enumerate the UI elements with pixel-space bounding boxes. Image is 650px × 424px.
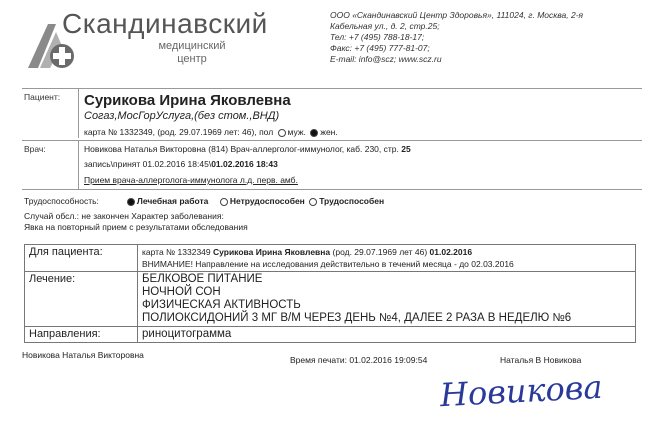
work-option-2-radio-icon xyxy=(220,198,228,206)
male-label: муж. xyxy=(287,127,306,137)
for-patient-label: Для пациента: xyxy=(25,245,138,272)
work-option-3: Трудоспособен xyxy=(319,196,385,206)
logo-subtitle xyxy=(146,40,238,66)
print-time: Время печати: 01.02.2016 19:09:54 xyxy=(290,355,428,365)
card-number: карта № 1332349 xyxy=(142,247,211,257)
appointment-line: запись\принят 01.02.2016 18:45\ xyxy=(84,159,212,169)
birth-info: (род. 29.07.1969 лет 46) xyxy=(332,247,428,257)
doctor-label: Врач: xyxy=(24,144,46,154)
doctor-line-1-bold: 25 xyxy=(401,144,411,154)
work-option-3-radio-icon xyxy=(309,198,317,206)
org-line: Кабельная ул., д. 2, стр.25; xyxy=(330,21,440,31)
divider xyxy=(78,88,79,138)
visit-date: 01.02.2016 xyxy=(429,247,473,257)
footer-signer: Наталья В Новикова xyxy=(500,355,582,365)
work-option-2: Нетрудоспособен xyxy=(229,196,305,206)
case-status: Случай обсл.: не закончен Характер заболевания: xyxy=(24,211,224,221)
female-label: жен. xyxy=(320,127,338,137)
referral-cell: риноцитограмма xyxy=(138,327,636,343)
org-line: Тел: +7 (495) 788-18-17; xyxy=(330,32,425,42)
org-line: ООО «Скандинавский Центр Здоровья», 111024, г. Москва, 2-я xyxy=(330,10,584,20)
treatment-item: ФИЗИЧЕСКАЯ АКТИВНОСТЬ xyxy=(142,299,301,311)
referral-label: Направления: xyxy=(25,327,138,343)
insurance-info: Согаз,МосГорУслуга,(без стом.,ВНД) xyxy=(84,110,280,122)
work-option-1: Лечебная работа xyxy=(136,196,209,206)
table-row xyxy=(25,327,636,343)
doctor-info xyxy=(84,144,411,154)
logo-sub-line-1: медицинский xyxy=(158,40,226,52)
treatment-item: БЕЛКОВОЕ ПИТАНИЕ xyxy=(142,273,263,285)
doctor-line-1: Новикова Наталья Викторовна (814) Врач-аллерголог-иммунолог, каб. 230, стр. xyxy=(84,144,399,154)
follow-up-note: Явка на повторный прием с результатами обследования xyxy=(24,222,248,232)
female-radio-icon xyxy=(310,129,318,137)
patient-name: Сурикова Ирина Яковлевна xyxy=(84,92,291,109)
prescription-table xyxy=(24,244,636,343)
logo-title: Скандинавский xyxy=(62,8,268,39)
referral-warning: ВНИМАНИЕ! Направление на исследования действительно в течений месяца - до 02.03.2016 xyxy=(142,259,514,269)
divider xyxy=(22,88,642,89)
appointment-bold: 01.02.2016 18:43 xyxy=(211,159,278,169)
divider xyxy=(22,140,642,141)
treatment-item: ПОЛИОКСИДОНИЙ 3 МГ В/М ЧЕРЕЗ ДЕНЬ №4, ДАЛЕЕ 2 РАЗА В НЕДЕЛЮ №6 xyxy=(142,312,572,324)
patient-card-info xyxy=(84,127,338,137)
appointment-time xyxy=(84,159,278,169)
work-ability-label: Трудоспособность: xyxy=(24,196,99,206)
table-row xyxy=(25,245,636,272)
visit-type: Прием врача-аллерголога-иммунолога л.д. перв. амб. xyxy=(84,175,298,185)
work-ability xyxy=(24,196,384,206)
for-patient-line-1 xyxy=(142,246,631,258)
divider xyxy=(78,140,79,190)
org-line: E-mail: info@scz; www.scz.ru xyxy=(330,54,442,64)
divider xyxy=(22,189,642,190)
logo-sub-line-2: центр xyxy=(177,53,207,65)
table-row xyxy=(25,272,636,327)
organization-info xyxy=(330,10,645,65)
patient-label: Пациент: xyxy=(24,92,61,102)
for-patient-cell xyxy=(138,245,636,272)
footer-doctor: Новикова Наталья Викторовна xyxy=(22,350,144,360)
card-text: карта № 1332349, (род. 29.07.1969 лет: 46), пол xyxy=(84,127,274,137)
treatment-cell xyxy=(138,272,636,327)
male-radio-icon xyxy=(278,129,286,137)
patient-name-bold: Сурикова Ирина Яковлевна xyxy=(213,247,331,257)
handwritten-signature: Новикова xyxy=(439,367,604,415)
treatment-label: Лечение: xyxy=(25,272,138,327)
org-line: Факс: +7 (495) 777-81-07; xyxy=(330,43,430,53)
work-option-1-radio-icon xyxy=(127,198,135,206)
treatment-item: НОЧНОЙ СОН xyxy=(142,286,221,298)
